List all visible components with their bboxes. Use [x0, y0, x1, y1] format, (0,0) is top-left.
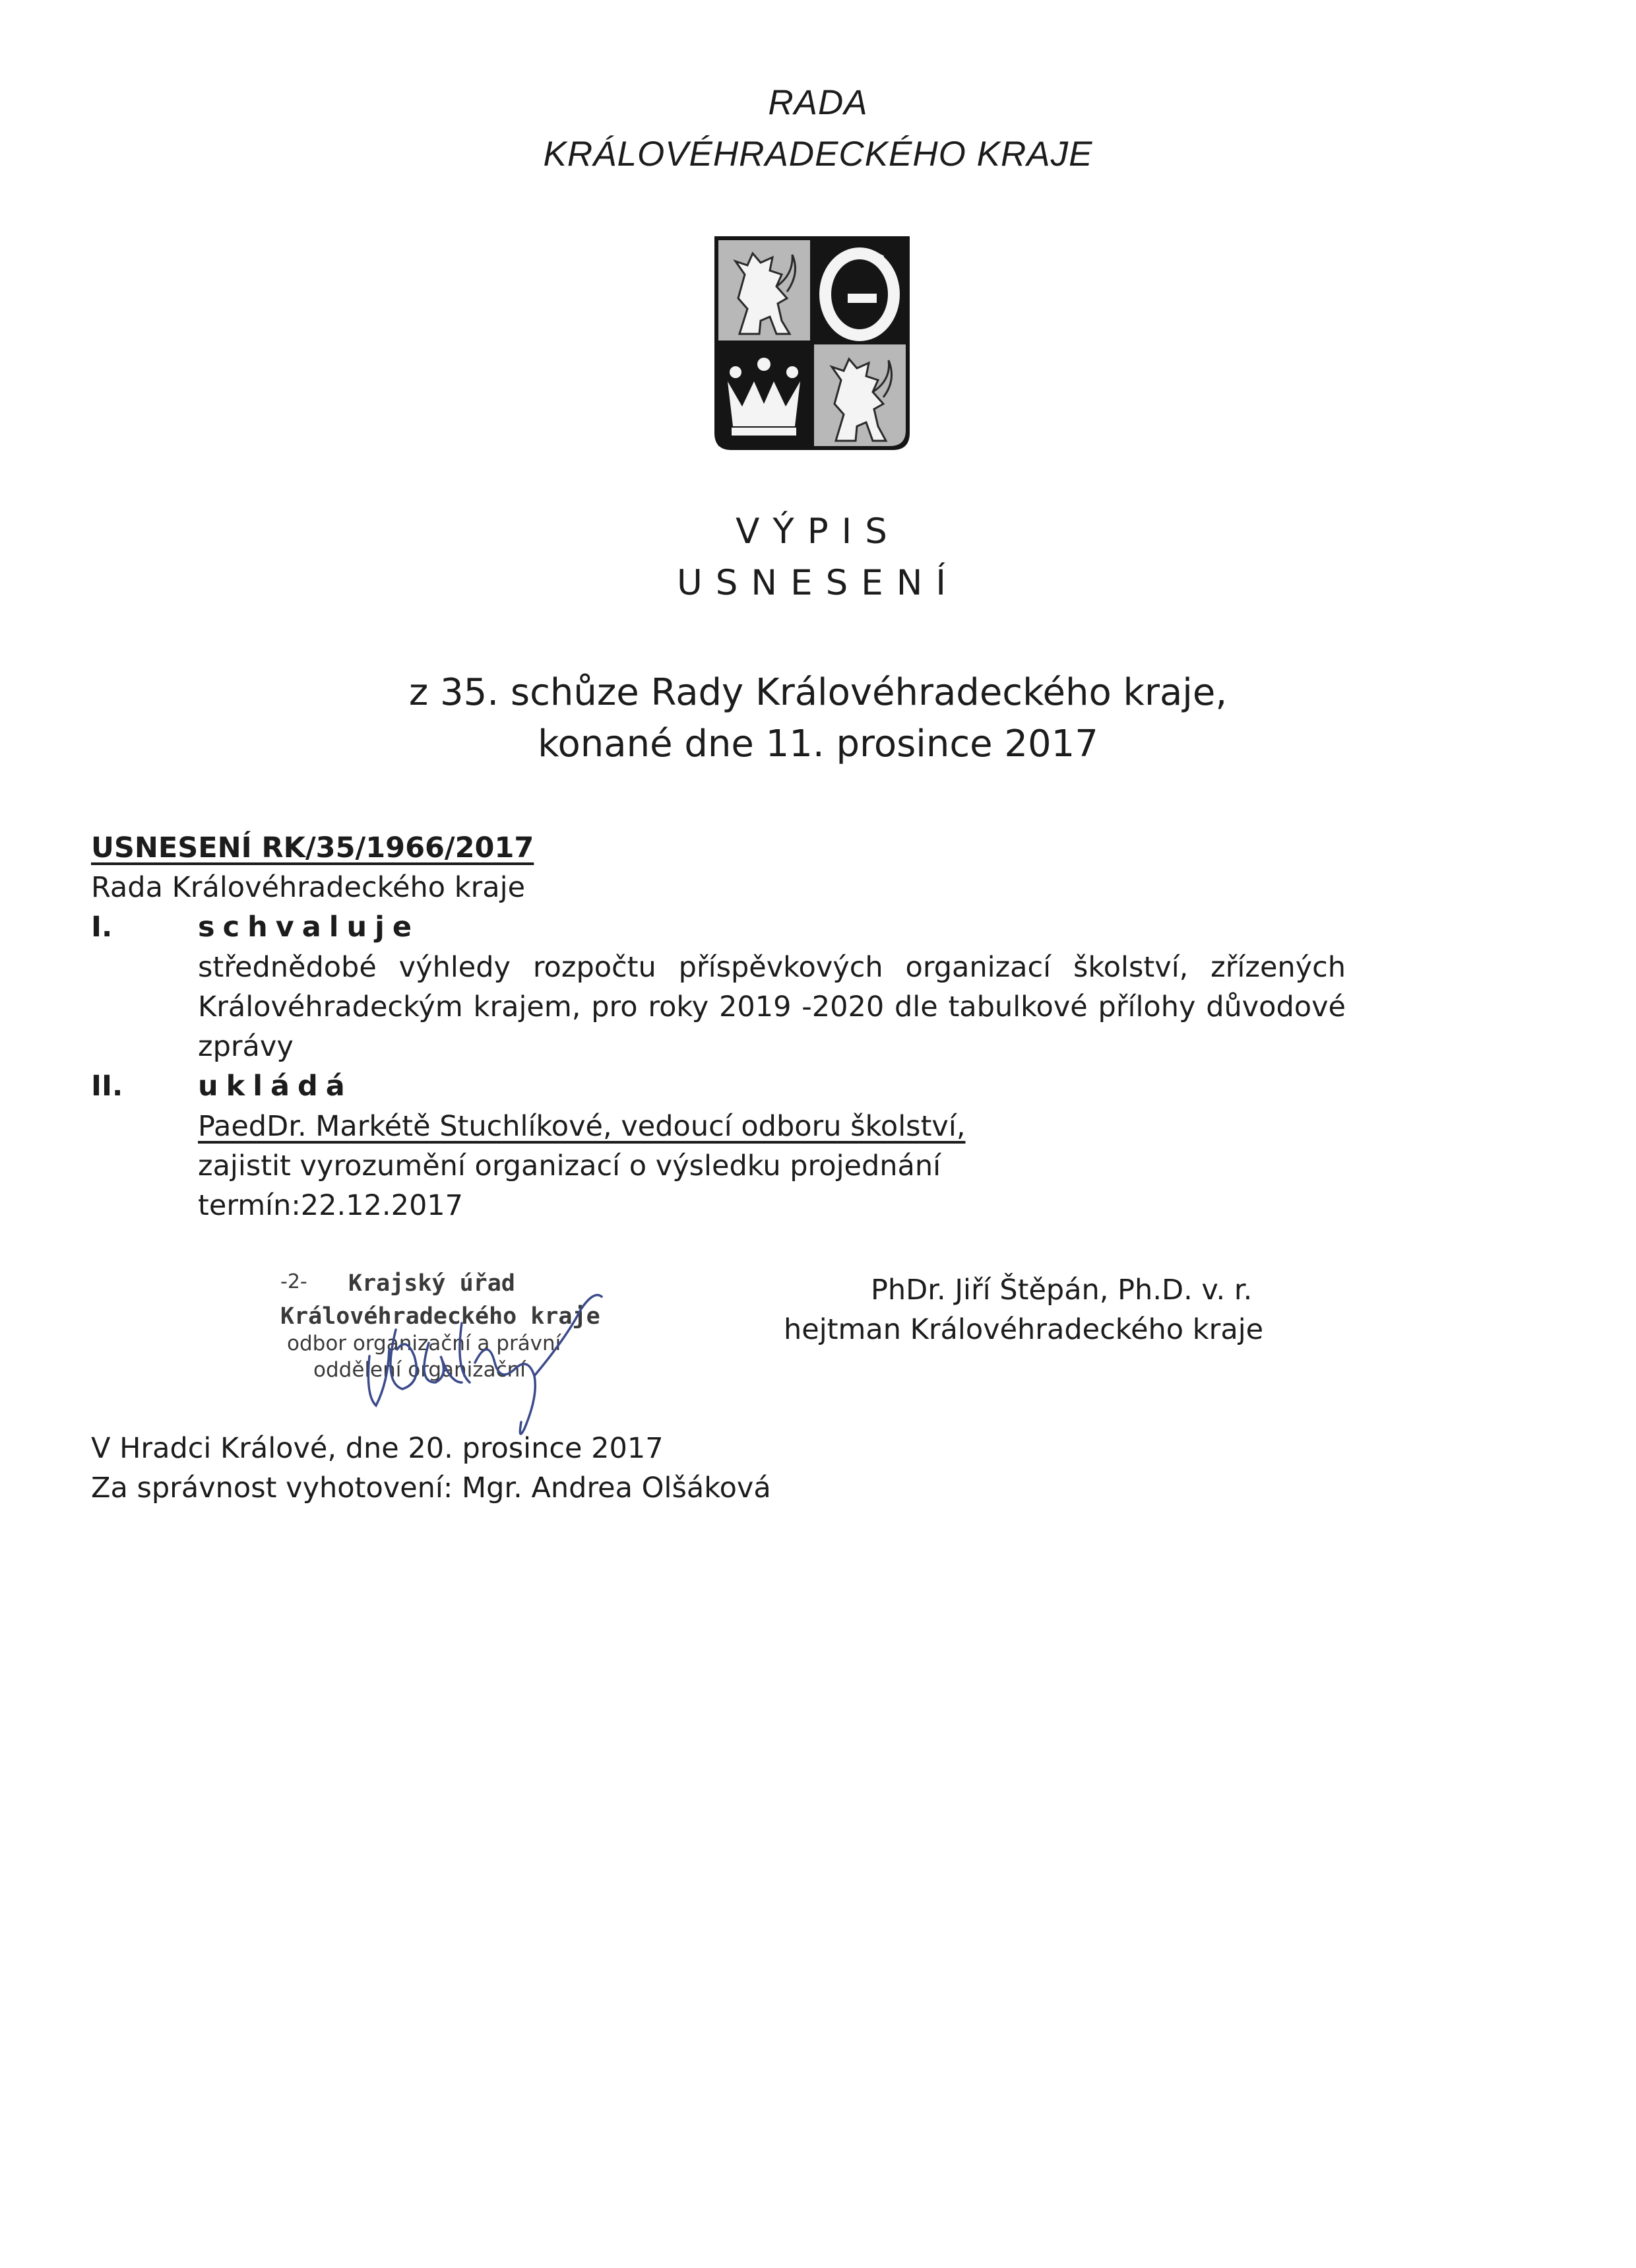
item-numeral: I.: [91, 911, 113, 944]
deadline: termín:22.12.2017: [198, 1189, 464, 1222]
stamp-office: Krajský úřad: [348, 1270, 515, 1297]
responsible-person: PaedDr. Markétě Stuchlíkové, vedoucí odboru školství,: [198, 1110, 966, 1143]
meeting-description: z 35. schůze Rady Královéhradeckého kraje,: [408, 671, 1228, 714]
stamp-department: odbor organizační a právní: [287, 1332, 561, 1355]
item-numeral: II.: [91, 1070, 123, 1103]
place-and-date: V Hradci Králové, dne 20. prosince 2017: [91, 1432, 664, 1465]
region-label: KRÁLOVÉHRADECKÉHO KRAJE: [543, 135, 1093, 174]
item-text-line: střednědobé výhledy rozpočtu příspěvkových organizací školství, zřízených: [198, 951, 1346, 984]
resolution-body: Rada Královéhradeckého kraje: [91, 871, 526, 904]
handwritten-signature: [356, 1283, 607, 1442]
document-type-subtitle: USNESENÍ: [677, 563, 959, 603]
item-verb: schvaluje: [198, 911, 420, 944]
signatory-role: hejtman Královéhradeckého kraje: [784, 1313, 1264, 1346]
resolution-number: USNESENÍ RK/35/1966/2017: [91, 831, 534, 864]
document-type-title: VÝPIS: [736, 511, 900, 552]
task-text: zajistit vyrozumění organizací o výsledku projednání: [198, 1150, 941, 1183]
certified-by: Za správnost vyhotovení: Mgr. Andrea Olšáková: [91, 1472, 771, 1505]
coat-of-arms-icon: [713, 235, 911, 453]
stamp-region: Královéhradeckého kraje: [280, 1303, 600, 1330]
stamp-mark: -2-: [280, 1270, 307, 1293]
council-label: RADA: [768, 83, 868, 122]
stamp-section: oddělení organizační: [313, 1358, 526, 1382]
signatory-name: PhDr. Jiří Štěpán, Ph.D. v. r.: [871, 1274, 1253, 1307]
item-text-line: Královéhradeckým krajem, pro roky 2019 -2020 dle tabulkové přílohy důvodové: [198, 990, 1346, 1023]
item-verb: ukládá: [198, 1070, 353, 1103]
item-text-line: zprávy: [198, 1030, 294, 1063]
meeting-date: konané dne 11. prosince 2017: [538, 723, 1098, 765]
